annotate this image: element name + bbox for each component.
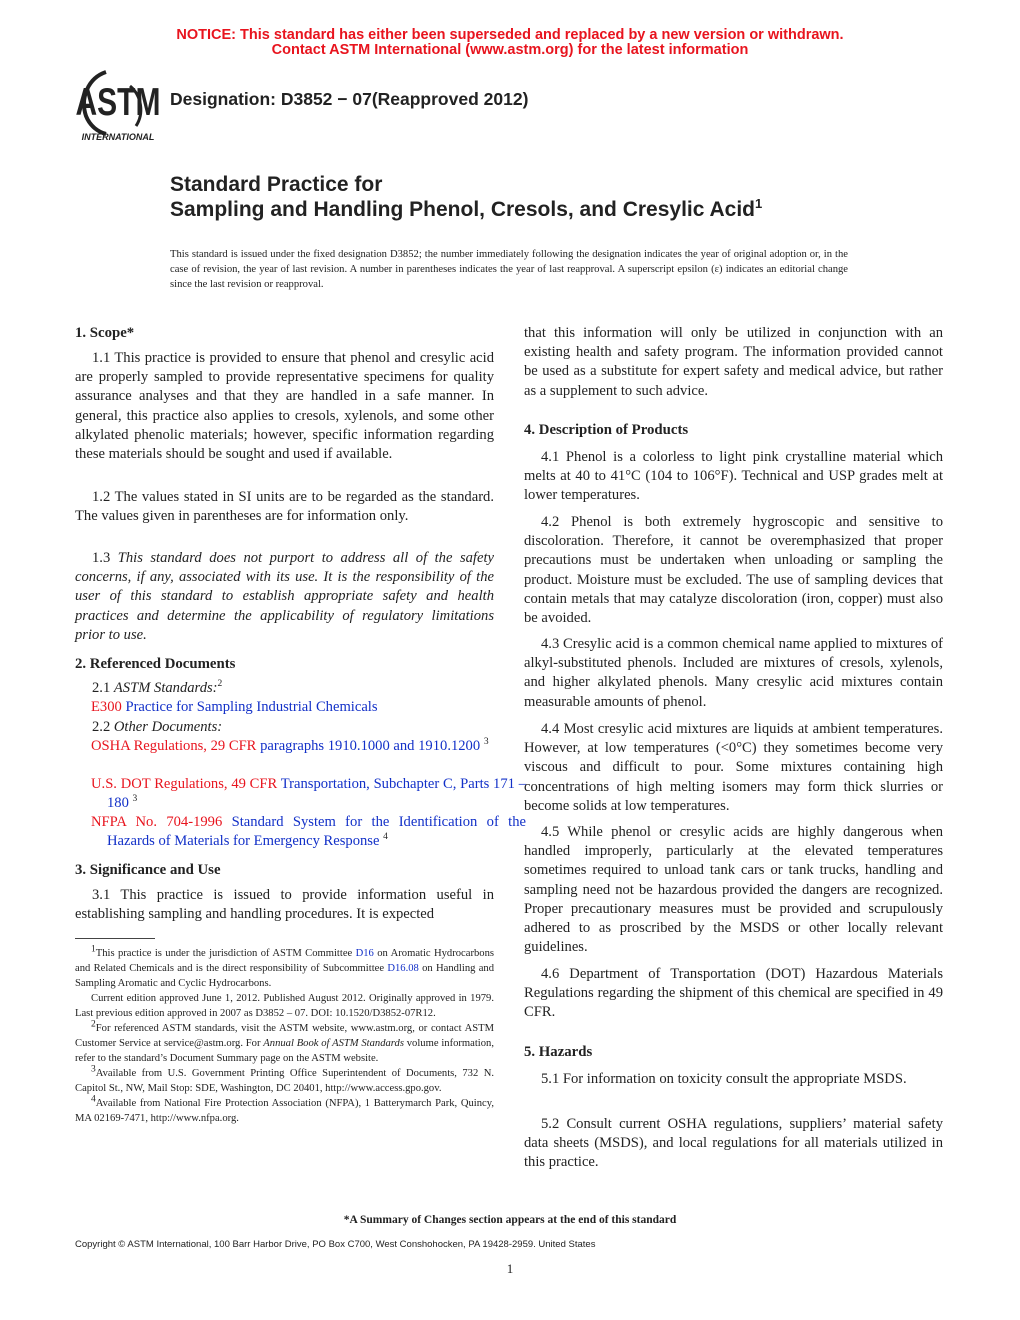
section-5-heading: 5. Hazards [524,1044,593,1060]
intro-paragraph: This standard is issued under the fixed designation D3852; the number immediately following the designation indicates the year of original adoption or, in the case of revision, the year of last revision. A number in parentheses indicates the year of last reapproval. A superscript epsilon (ε) indicates an editorial change since the last revision or reapproval. [170,249,848,291]
reference-dot[interactable] [75,775,526,813]
footnote-ref: 2 [217,679,223,690]
astm-logo-icon [76,68,160,142]
para-5-2: 5.2 Consult current OSHA regulations, suppliers’ material safety data sheets (MSDS), and local regulations for all materials utilized in this practice. [524,1116,943,1171]
title-text: Sampling and Handling Phenol, Cresols, and Cresylic Acid [170,198,756,221]
footnote-text: This practice is under the jurisdiction of ASTM Committee [95,948,356,959]
footnote-number: 3 [91,1064,96,1075]
reference-id-link[interactable]: U.S. DOT Regulations, 49 CFR [91,776,278,792]
para-number: 2.2 [92,719,114,735]
para-4-3: 4.3 Cresylic acid is a common chemical name applied to mixtures of alkyl-substituted phenols. Included are mixtures of cresols, xylenols, and higher alkylated phenols. Many cresylic acid mixtures contain measurable amounts of phenol. [524,636,943,710]
reference-title-link[interactable]: Transportation, Subchapter C, Parts 171 – 180 [107,776,526,812]
para-text: ASTM Standards: [113,680,218,696]
svg-text:INTERNATIONAL: INTERNATIONAL [81,132,155,142]
section-3-heading: 3. Significance and Use [75,862,221,878]
para-3-1: 3.1 This practice is issued to provide information useful in establishing sampling and handling procedures. It is expected [75,887,494,923]
reference-id-link[interactable]: E300 [91,699,122,715]
para-4-4: 4.4 Most cresylic acid mixtures are liquids at ambient temperatures. However, at low temperatures (<0°C) they sometimes become very viscous and difficult to pour. Some mixtures containing high concentrations of high melting isomers may form thick slurries or become solids at low temperatures. [524,721,943,814]
section-1-heading: 1. Scope* [75,325,135,341]
footnote-text: For referenced ASTM standards, visit the ASTM website, www.astm.org, or contact ASTM Customer Service at service@astm.org. For [75,1023,494,1049]
footnote-text: Available from National Fire Protection Association (NFPA), 1 Batterymarch Park, Quincy, MA 02169-7471, http://www.nfpa.org. [75,1098,494,1124]
page-number: 1 [506,1261,514,1276]
reference-e300[interactable] [75,698,526,717]
para-number: 1.3 [92,550,118,566]
reference-title-link[interactable]: paragraphs 1910.1000 and 1910.1200 [256,738,481,754]
para-text: Other Documents: [113,719,223,735]
footnotes [75,946,494,1126]
footnote-text: Available from U.S. Government Printing Office Superintendent of Documents, 732 N. Capitol St., NW, Mail Stop: SDE, Washington, DC 20401, http://www.access.gpo.gov. [75,1068,494,1094]
reference-osha[interactable] [75,737,526,756]
para-1-1: 1.1 This practice is provided to ensure that phenol and cresylic acid are properly sampled to provide representative specimens for quality assurance analyses and that they are handled in a safe manner. In general, this practice also applies to cresols, xylenols, and some other alkylated phenolic materials; however, specific information regarding these materials should be sought and used if available. [75,350,494,463]
section-2-heading: 2. Referenced Documents [75,656,236,672]
title-footnote-ref: 1 [755,196,763,211]
reference-title-link[interactable]: Standard System for the Identification of the Hazards of Materials for Emergency Response [107,814,526,850]
footnote-ref: 4 [383,832,388,843]
reference-nfpa[interactable] [75,813,526,851]
designation: Designation: D3852 − 07(Reapproved 2012) [170,89,529,109]
committee-d16-link[interactable]: D16 [355,948,374,959]
subcommittee-d16-08-link[interactable]: D16.08 [387,963,419,974]
notice-line-1: NOTICE: This standard has either been superseded and replaced by a new version or withdrawn. [176,27,844,43]
astm-logo [76,68,160,142]
para-2-2 [75,718,494,737]
para-1-2: 1.2 The values stated in SI units are to be regarded as the standard. The values given in parentheses are for information only. [75,489,494,525]
para-4-5: 4.5 While phenol or cresylic acids are highly dangerous when handled improperly, particularly at the elevated temperatures sometimes required to unload tank cars or tank trucks, handling and sampling need not be hazardous provided the dangers are recognized. Proper precautionary measures must be provided and scrupulously adhered to as proscribed by the MSDS or other locally relevant guidelines. [524,824,943,956]
copyright: Copyright © ASTM International, 100 Barr Harbor Drive, PO Box C700, West Conshohocken, PA 19428-2959. United States [75,1239,596,1250]
para-1-3 [75,549,494,645]
footnote-ref: 3 [132,794,138,805]
footnote-2 [75,1021,494,1066]
footnote-4 [75,1096,494,1126]
para-4-6: 4.6 Department of Transportation (DOT) Hazardous Materials Regulations regarding the shipment of this chemical are specified in 49 CFR. [524,966,943,1021]
para-4-1: 4.1 Phenol is a colorless to light pink crystalline material which melts at 40 to 41°C (104 to 106°F). Technical and USP grades melt at lower temperatures. [524,449,943,504]
footnote-text-italic: Annual Book of ASTM Standards [263,1038,404,1049]
reference-title-link[interactable]: Practice for Sampling Industrial Chemicals [121,699,378,715]
footnote-number: 4 [91,1094,96,1105]
footnote-text: on Aromatic Hydrocarbons and Related Chemicals and is the direct responsibility of Subcommittee [75,948,494,974]
footnote-3 [75,1066,494,1096]
footnote-ref: 3 [483,737,489,748]
notice-line-2: Contact ASTM International (www.astm.org) for the latest information [271,42,749,58]
reference-id-link[interactable]: OSHA Regulations, 29 CFR [91,738,257,754]
footnote-number: 1 [91,944,96,955]
para-5-1: 5.1 For information on toxicity consult the appropriate MSDS. [541,1071,907,1087]
summary-of-changes-note: *A Summary of Changes section appears at the end of this standard [343,1214,677,1226]
section-4-heading: 4. Description of Products [524,422,689,438]
title-line-2 [170,198,762,222]
footnote-1-edition: Current edition approved June 1, 2012. Published August 2012. Originally approved in 1979. Last previous edition approved in 2007 as D3852 – 07. DOI: 10.1520/D3852-07R12. [75,993,494,1019]
para-text: This standard does not purport to address all of the safety concerns, if any, associated with its use. It is the responsibility of the user of this standard to establish appropriate safety and health practices and determine the applicability of regulatory limitations prior to use. [75,550,494,643]
footnote-number: 2 [91,1019,96,1030]
reference-id-link[interactable]: NFPA No. 704-1996 [91,814,223,830]
footnote-text: volume information, refer to the standard’s Document Summary page on the ASTM website. [75,1038,494,1064]
title-line-1: Standard Practice for [170,173,383,196]
para-4-2: 4.2 Phenol is both extremely hygroscopic and sensitive to discoloration. Therefore, it cannot be overemphasized that proper precautions must be undertaken when unloading or sampling the product. Moisture must be excluded. The use of sampling devices that contain metals that may catalyze discoloration (iron, copper) must also be avoided. [524,514,943,627]
para-3-1-continued: that this information will only be utilized in conjunction with an existing health and safety program. The information provided cannot be used as a substitute for expert safety and medical advice, but rather as a supplement to such advice. [524,325,943,399]
svg-text:ASTM: ASTM [76,81,160,124]
para-number: 2.1 [92,680,114,696]
para-2-1 [75,679,494,698]
footnote-divider [75,938,155,939]
footnote-1 [75,946,494,991]
footnote-text: on Handling and Sampling Aromatic and Cyclic Hydrocarbons. [75,963,494,989]
